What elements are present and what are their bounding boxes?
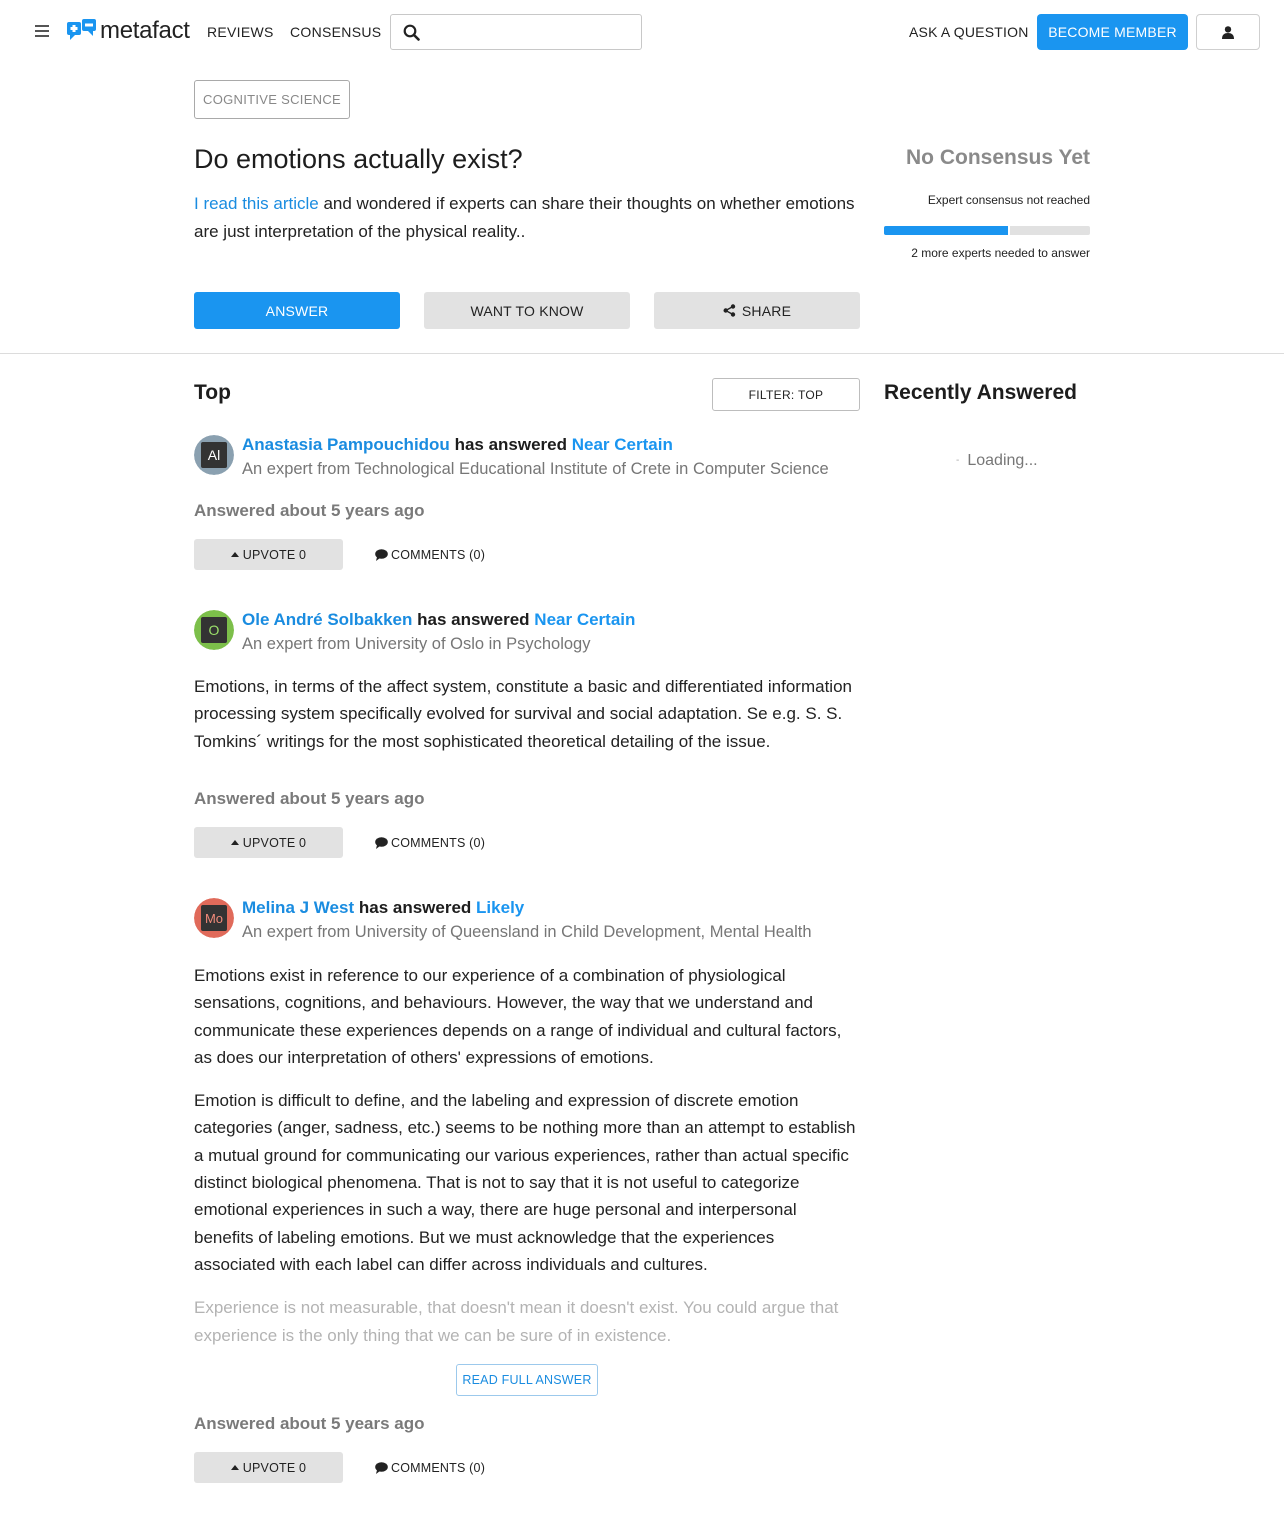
answer-paragraph: Emotion is difficult to define, and the labeling and expression of discrete emotion categories (anger, sadness, etc.) seems to be nothing more than an attempt to establish a mutual ground for communicating our various experiences, rather than actual specific distinct biological phenomena. That is not to say that it is not useful to categorize emotional experiences in such a way, there are huge personal and interpersonal benefits of labeling emotions. But we must acknowledge that the experiences associated with each label can differ across individuals and cultures.: [194, 1091, 856, 1274]
topic-tag[interactable]: COGNITIVE SCIENCE: [194, 80, 350, 119]
expert-affiliation: An expert from Technological Educational Institute of Crete in Computer Science: [242, 460, 829, 478]
upvote-label: UPVOTE 0: [242, 547, 307, 562]
comments-label: COMMENTS (0): [391, 547, 486, 562]
avatar[interactable]: [194, 898, 234, 938]
answer-heading: [242, 898, 524, 918]
nav-consensus[interactable]: CONSENSUS: [290, 24, 382, 40]
expert-name[interactable]: Melina J West: [242, 898, 355, 917]
comment-icon: [375, 549, 388, 561]
upvote-icon: [231, 840, 239, 845]
avatar-symbol: Al: [207, 447, 221, 463]
upvote-icon: [231, 552, 239, 557]
answers-section-title: Top: [194, 381, 231, 404]
answer-verb: has answered: [417, 610, 530, 629]
question-title: Do emotions actually exist?: [194, 144, 523, 174]
comments-label: COMMENTS (0): [391, 835, 486, 850]
verdict: Likely: [476, 898, 525, 917]
upvote-label: UPVOTE 0: [242, 1460, 307, 1475]
metafact-logo[interactable]: [67, 17, 190, 45]
answer-paragraph: Emotions exist in reference to our experience of a combination of physiological sensations, cognitions, and behaviours. However, the way that we understand and communicate these experiences depends on a range of individual and cultural factors, as does our interpretation of others' expressions of emotions.: [194, 966, 842, 1067]
consensus-progress-bar: [884, 226, 1090, 235]
read-full-answer-button[interactable]: READ FULL ANSWER: [456, 1364, 598, 1396]
expert-name[interactable]: Ole André Solbakken: [242, 610, 413, 629]
experts-needed-text: 2 more experts needed to answer: [911, 246, 1090, 260]
comments-button[interactable]: [375, 827, 485, 858]
upvote-button[interactable]: [194, 827, 343, 858]
nav-reviews[interactable]: REVIEWS: [207, 24, 274, 40]
verdict: Near Certain: [571, 435, 673, 454]
logo-text: metafact: [100, 17, 190, 44]
answer-body: [194, 962, 860, 1365]
ask-question-link[interactable]: ASK A QUESTION: [909, 24, 1029, 40]
answer-heading: [242, 435, 673, 455]
verdict: Near Certain: [534, 610, 636, 629]
answer-heading: [242, 610, 635, 630]
recently-answered-title: Recently Answered: [884, 381, 1077, 404]
answer-verb: has answered: [454, 435, 568, 454]
avatar-symbol: Mo: [204, 911, 224, 926]
avatar[interactable]: [194, 435, 234, 475]
expert-affiliation: An expert from University of Oslo in Psychology: [242, 635, 591, 653]
consensus-subtitle: Expert consensus not reached: [927, 193, 1090, 207]
search-input[interactable]: [429, 21, 629, 45]
answer-date: Answered about 5 years ago: [194, 1414, 425, 1433]
comments-label: COMMENTS (0): [391, 1460, 486, 1475]
share-button[interactable]: [654, 292, 860, 329]
filter-dropdown[interactable]: FILTER: TOP: [712, 378, 860, 411]
article-link[interactable]: I read this article: [194, 194, 319, 213]
consensus-progress-fill: [884, 226, 1008, 235]
answer-paragraph-faded: Experience is not measurable, that doesn't mean it doesn't exist. You could argue that experience is the only thing that we can be sure of in existence.: [194, 1298, 839, 1345]
want-to-know-button[interactable]: WANT TO KNOW: [424, 292, 630, 329]
avatar[interactable]: [194, 610, 234, 650]
upvote-button[interactable]: [194, 539, 343, 570]
become-member-button[interactable]: BECOME MEMBER: [1037, 14, 1188, 50]
answer-date: Answered about 5 years ago: [194, 789, 425, 808]
answer-verb: has answered: [358, 898, 472, 917]
answer-date: Answered about 5 years ago: [194, 501, 425, 520]
upvote-icon: [231, 1465, 239, 1470]
consensus-title: No Consensus Yet: [906, 146, 1090, 169]
share-icon: [723, 304, 736, 317]
expert-name[interactable]: Anastasia Pampouchidou: [242, 435, 450, 454]
comments-button[interactable]: [375, 1452, 485, 1483]
top-navbar: [0, 0, 1284, 64]
answer-body: [194, 673, 860, 771]
recently-answered-loading: [956, 452, 1038, 470]
avatar-symbol: O: [208, 622, 220, 638]
answer-paragraph: Emotions, in terms of the affect system, constitute a basic and differentiated information processing system specifically evolved for survival and social adaptation. Se e.g. S. S. Tomkins´ writings for the most sophisticated theoretical detailing of the issue.: [194, 677, 852, 751]
share-label: SHARE: [741, 302, 792, 319]
comments-button[interactable]: [375, 539, 485, 570]
loading-text: Loading...: [967, 452, 1038, 469]
upvote-label: UPVOTE 0: [242, 835, 307, 850]
comment-icon: [375, 1462, 388, 1474]
logo-icon: [67, 19, 97, 43]
user-icon: [1222, 26, 1234, 39]
loading-spinner-icon: -: [956, 455, 960, 466]
user-account-button[interactable]: [1196, 14, 1260, 50]
question-body: [194, 190, 864, 246]
answer-button[interactable]: ANSWER: [194, 292, 400, 329]
upvote-button[interactable]: [194, 1452, 343, 1483]
comment-icon: [375, 837, 388, 849]
question-body-text: and wondered if experts can share their thoughts on whether emotions are just interpretation of the physical reality..: [194, 194, 855, 241]
expert-affiliation: An expert from University of Queensland in Child Development, Mental Health: [242, 923, 812, 941]
consensus-progress-gap: [1008, 226, 1010, 235]
search-box[interactable]: [390, 14, 642, 50]
search-icon: [403, 24, 420, 41]
hamburger-menu-icon[interactable]: [35, 25, 49, 37]
section-divider: [0, 353, 1284, 354]
